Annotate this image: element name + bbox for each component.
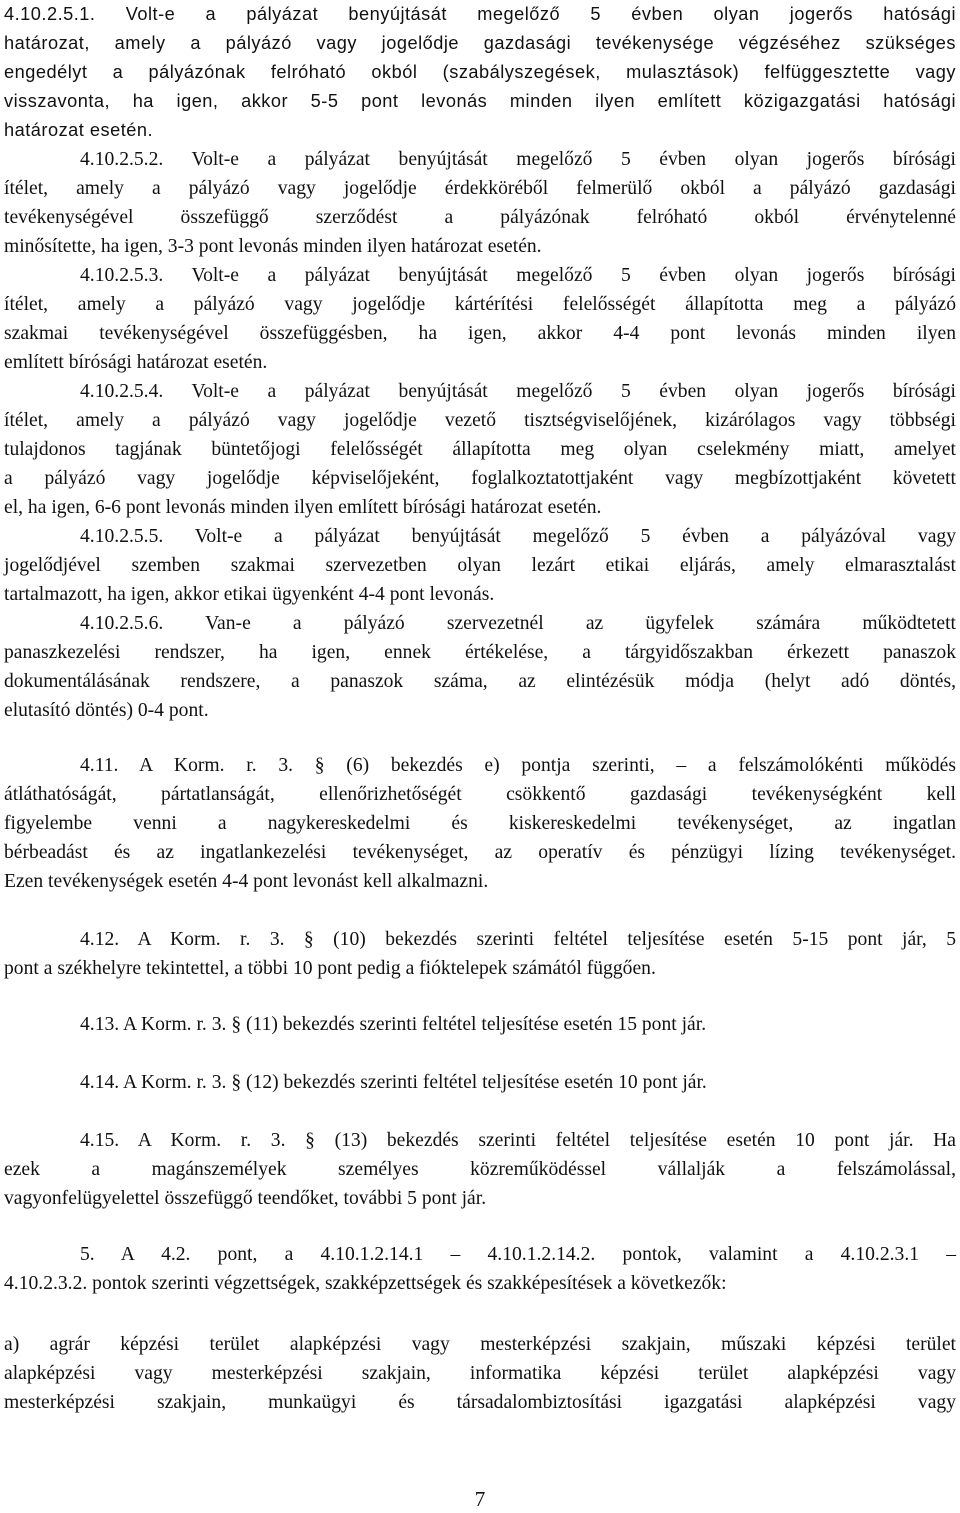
text-line: 4.14. A Korm. r. 3. § (12) bekezdés szerinti feltétel teljesítése esetén 10 pont jár. bbox=[80, 1072, 707, 1093]
paragraph-4-10-2-5-1 bbox=[4, 0, 956, 145]
text-line: tartalmazott, ha igen, akkor etikai ügyenként 4-4 pont levonás. bbox=[4, 584, 495, 605]
text-line: mesterképzési szakjain, munkaügyi és társadalombiztosítási igazgatási alapképzési vagy bbox=[4, 1392, 956, 1413]
text-line: minősítette, ha igen, 3-3 pont levonás minden ilyen határozat esetén. bbox=[4, 236, 542, 257]
paragraphs-4-10-2-5-2-to-6 bbox=[4, 145, 956, 725]
text-line: ítélet, amely a pályázó vagy jogelődje érdekköréből felmerülő okból a pályázó gazdasági bbox=[4, 178, 956, 199]
text-line: alapképzési vagy mesterképzési szakjain, informatika képzési terület alapképzési vagy bbox=[4, 1363, 956, 1384]
text-line: ítélet, amely a pályázó vagy jogelődje kártérítési felelősségét állapította meg a pályázó bbox=[4, 294, 956, 315]
text-line: átláthatóságát, pártatlanságát, ellenőrizhetőségét csökkentő gazdasági tevékenységként kell bbox=[4, 784, 956, 805]
text-line: engedélyt a pályázónak felróható okból (szabályszegések, mulasztások) felfüggesztette vagy bbox=[4, 62, 956, 82]
text-line: elutasító döntés) 0-4 pont. bbox=[4, 700, 209, 721]
text-line: tevékenységével összefüggő szerződést a pályázónak felróható okból érvénytelenné bbox=[4, 207, 956, 228]
paragraph-5-a bbox=[4, 1330, 956, 1417]
text-line: tulajdonos tagjának büntetőjogi felelősségét állapította meg olyan cselekmény miatt, amelyet bbox=[4, 439, 956, 460]
text-line: a pályázó vagy jogelődje képviselőjeként, foglalkoztatottjaként vagy megbízottjaként követett bbox=[4, 468, 956, 489]
text-line: 4.15. A Korm. r. 3. § (13) bekezdés szerinti feltétel teljesítése esetén 10 pont jár. Ha bbox=[80, 1130, 956, 1151]
text-line: határozat, amely a pályázó vagy jogelődje gazdasági tevékenysége végzéséhez szükséges bbox=[4, 33, 956, 53]
text-line: 5. A 4.2. pont, a 4.10.1.2.14.1 – 4.10.1.2.14.2. pontok, valamint a 4.10.2.3.1 – bbox=[80, 1244, 956, 1265]
page-number: 7 bbox=[474, 1487, 486, 1511]
text-line: ezek a magánszemélyek személyes közreműködéssel vállalják a felszámolással, bbox=[4, 1159, 956, 1180]
text-line: pont a székhelyre tekintettel, a többi 10 pont pedig a fióktelepek számától függően. bbox=[4, 958, 656, 979]
text-line: panaszkezelési rendszer, ha igen, ennek értékelése, a tárgyidőszakban érkezett panaszok bbox=[4, 642, 956, 663]
paragraph-4-13 bbox=[4, 1010, 956, 1039]
text-line: el, ha igen, 6-6 pont levonás minden ilyen említett bírósági határozat esetén. bbox=[4, 497, 602, 518]
text-line: 4.10.2.5.2. Volt-e a pályázat benyújtását megelőző 5 évben olyan jogerős bírósági bbox=[80, 149, 956, 170]
text-line: visszavonta, ha igen, akkor 5-5 pont levonás minden ilyen említett közigazgatási hatósági bbox=[4, 91, 956, 111]
paragraph-5 bbox=[4, 1240, 956, 1298]
text-line: 4.10.2.5.4. Volt-e a pályázat benyújtását megelőző 5 évben olyan jogerős bírósági bbox=[80, 381, 956, 402]
text-line: dokumentálásának rendszere, a panaszok száma, az elintézésük módja (helyt adó döntés, bbox=[4, 671, 956, 692]
paragraph-4-12 bbox=[4, 925, 956, 983]
text-line: figyelembe venni a nagykereskedelmi és kiskereskedelmi tevékenységet, az ingatlan bbox=[4, 813, 956, 834]
text-line: 4.11. A Korm. r. 3. § (6) bekezdés e) pontja szerinti, – a felszámolókénti működés bbox=[80, 755, 956, 776]
text-line: a) agrár képzési terület alapképzési vagy mesterképzési szakjain, műszaki képzési terület bbox=[4, 1334, 956, 1355]
paragraph-4-15 bbox=[4, 1126, 956, 1213]
paragraph-4-11 bbox=[4, 751, 956, 896]
text-line: 4.12. A Korm. r. 3. § (10) bekezdés szerinti feltétel teljesítése esetén 5-15 pont jár, 5 bbox=[80, 929, 956, 950]
paragraph-4-14 bbox=[4, 1068, 956, 1097]
text-line: 4.10.2.5.3. Volt-e a pályázat benyújtását megelőző 5 évben olyan jogerős bírósági bbox=[80, 265, 956, 286]
text-line: 4.10.2.5.1. Volt-e a pályázat benyújtását megelőző 5 évben olyan jogerős hatósági bbox=[4, 4, 956, 24]
text-line: 4.13. A Korm. r. 3. § (11) bekezdés szerinti feltétel teljesítése esetén 15 pont jár. bbox=[80, 1014, 707, 1035]
text-line: Ezen tevékenységek esetén 4-4 pont levonást kell alkalmazni. bbox=[4, 871, 489, 892]
text-line: szakmai tevékenységével összefüggésben, ha igen, akkor 4-4 pont levonás minden ilyen bbox=[4, 323, 956, 344]
text-line: 4.10.2.5.6. Van-e a pályázó szervezetnél az ügyfelek számára működtetett bbox=[80, 613, 956, 634]
text-line: jogelődjével szemben szakmai szervezetben olyan lezárt etikai eljárás, amely elmarasztalást bbox=[4, 555, 956, 576]
text-line: ítélet, amely a pályázó vagy jogelődje vezető tisztségviselőjének, kizárólagos vagy többségi bbox=[4, 410, 956, 431]
text-line: vagyonfelügyelettel összefüggő teendőket, további 5 pont jár. bbox=[4, 1188, 487, 1209]
text-line: bérbeadást és az ingatlankezelési tevékenységet, az operatív és pénzügyi lízing tevékenységet. bbox=[4, 842, 956, 863]
text-line: határozat esetén. bbox=[4, 120, 154, 140]
text-line: 4.10.2.5.5. Volt-e a pályázat benyújtását megelőző 5 évben a pályázóval vagy bbox=[80, 526, 956, 547]
text-line: 4.10.2.3.2. pontok szerinti végzettségek, szakképzettségek és szakképesítések a következők: bbox=[4, 1273, 727, 1294]
text-line: említett bírósági határozat esetén. bbox=[4, 352, 268, 373]
